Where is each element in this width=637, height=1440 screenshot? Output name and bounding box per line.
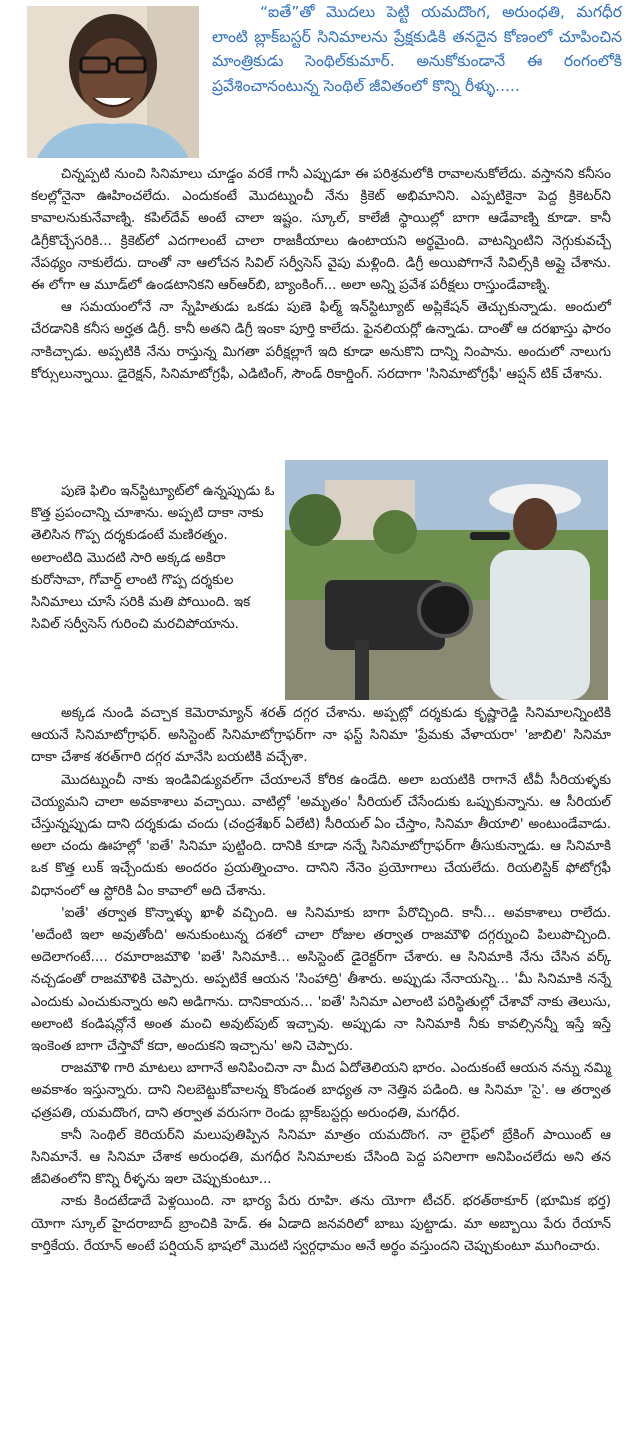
article-body-top: [31, 163, 611, 385]
paragraph-6: 'ఐతే' తర్వాత కొన్నాళ్ళు ఖాళీ వచ్చింది. ఆ సినిమాకు బాగా పేరొచ్చింది. కానీ... అవకాశాలు రాలేదు. 'అదేంటి ఇలా అవుతోంది' అనుకుంటున్న దశలో చాలా రోజుల తర్వాత రాజమౌళి దగ్గర్నుంచి పిలుపొచ్చింది. అదెలాగంటే.... రమారాజమౌళి 'ఐతే' సినిమాకి... అసిస్టెంట్ డైరెక్టర్‌గా చేశారు. ఆ సినిమాకి నేను చేసిన వర్క్ నచ్చడంతో రాజమౌళికి చెప్పారు. అప్పటికే ఆయన 'సింహాద్రి' తీశారు. అప్పుడు నేనాయన్ని... 'మీ సినిమాకి నన్నే ఎందుకు ఎంచుకున్నారు అని అడిగాను. దానికాయన... 'ఐతే' సినిమా ఎలాంటి పరిస్థితుల్లో చేశావో నాకు తెలుసు, అలాంటి కండిషన్లోనే అంత మంచి అవుట్‌పుట్ ఇచ్చావు. అప్పుడు నా సినిమాకి నీకు కావల్సినన్నీ ఇస్తే ఇస్తే ఇంకెంత బాగా చేస్తావో కదా, అందుకని ఇచ్చాను' అని చెప్పారు.: [31, 904, 611, 1055]
intro-block: [212, 0, 622, 98]
paragraph-8: కానీ సెంథిల్ కెరియర్‌ని మలుపుతిప్పిన సినిమా మాత్రం యమదొంగ. నా లైఫ్‌లో బ్రేకింగ్ పాయింట్ ఆ సినిమానే. ఆ సినిమా చేశాక అరుంధతి, మగధీర సినిమాలకు చేసింది పెద్ద పనిలాగా అనిపించలేదు అని తన జీవితంలోని కొన్ని రీళ్ళను ఇలా చెప్పుకుంటూ...: [31, 1126, 611, 1188]
paragraph-5: మొదట్నుంచీ నాకు ఇండివిడ్యువల్‌గా చేయాలనే కోరిక ఉండేది. అలా బయటికి రాగానే టీవీ సీరియళ్ళకు చెయ్యమని చాలా అవకాశాలు వచ్చాయి. వాటిల్లో 'అమృతం' సీరియల్ చేసేందుకు ఒప్పుకున్నాను. ఆ సీరియల్ చేస్తున్నప్పుడు దాని దర్శకుడు చందు (చంద్రశేఖర్ ఏలేటి) సీరియల్ ఏం చేస్తాం, సినిమా తీయాలి' అంటుండేవాడు. అలా చందు ఊహల్లో 'ఐతే' సినిమా పుట్టింది. దానికి కూడా నన్నే సినిమాటోగ్రాఫర్‌గా తీసుకున్నాడు. ఆ సినిమాకి ఒక కొత్త లుక్ ఇచ్చేందుకు అందరం ప్రయత్నించాం. దానిని నేనెం ప్రయోగాలు చేయలేదు. రియలిస్టిక్ ఫోటోగ్రఫీ విధానంలో ఆ స్టోరికి ఏం కావాలో అది చేశాను.: [31, 771, 611, 899]
wrapped-paragraph-box: [31, 480, 281, 635]
paragraph-2: ఆ సమయంలోనే నా స్నేహితుడు ఒకడు పుణె ఫిల్మ్ ఇన్‌స్టిట్యూట్ అప్లికేషన్ తెచ్చుకున్నాడు. అందులో చేరడానికి కనీస అర్హత డిగ్రీ. కానీ అతని డిగ్రీ ఇంకా పూర్తి కాలేదు. ఫైనలియర్లో ఉన్నాడు. దాంతో ఆ దరఖాస్తు ఫారం నాకిచ్చాడు. అప్పటికి నేను రాస్తున్న మిగతా పరీక్షల్లాగే ఇది కూడా అనుకొని దాన్ని నింపాను. అందులో నాలుగు కోర్సులున్నాయి. డైరెక్షన్, సినిమాటోగ్రఫీ, ఎడిటింగ్, సౌండ్ రికార్డింగ్. సరదాగా 'సినిమాటోగ్రఫీ' ఆప్షన్ టిక్ చేశాను.: [31, 299, 611, 382]
cinematographer-photo: [285, 460, 608, 700]
paragraph-4: అక్కడ నుండి వచ్చాక కెమెరామ్యాన్ శరత్ దగ్గర చేశాను. అప్పట్లో దర్శకుడు కృష్ణారెడ్డి సినిమాలన్నింటికి ఆయనే సినిమాటోగ్రాఫర్. అసిస్టెంట్ సినిమాటోగ్రాఫర్‌గా నా ఫస్ట్ సినిమా 'ప్రేమకు వేళాయరా' 'జాబిలి' సినిమా దాకా చేశాక శరత్‌గారి దగ్గర మానేసి బయటికి వచ్చేశా.: [31, 705, 611, 766]
article-body-bottom: [31, 702, 611, 1257]
paragraph-7: రాజమౌళి గారి మాటలు బాగానే అనిపించినా నా మీద ఏదోతెలియని భారం. ఎందుకంటే ఆయన నన్ను నమ్మి అవకాశం ఇస్తున్నారు. దాని నిలబెట్టుకోవాలన్న కొండంత బాధ్యత నా నెత్తిన పడింది. ఆ సినిమా 'సై'. ఆ తర్వాత ఛత్రపతి, యమదొంగ, దాని తర్వాత వరుసగా రెండు బ్లాక్‌బస్టర్లు అరుంధతి, మగధీర.: [31, 1060, 611, 1121]
portrait-image: [27, 6, 199, 158]
intro-text: “ఐతే”తో మొదలు పెట్టి యమదొంగ, అరుంధతి, మగధీర లాంటి బ్లాక్‌బస్టర్ సినిమాలను ప్రేక్షకుడికి తనదైన కోణంలో చూపించిన మాంత్రికుడు సెంథిల్‌కుమార్. అనుకోకుండానే ఈ రంగంలోకి ప్రవేశించానంటున్న సెంథిల్ జీవితంలో కొన్ని రీళ్ళు.....: [212, 3, 622, 95]
paragraph-9: నాకు కిందటేడాదే పెళ్లయింది. నా భార్య పేరు రూహి. తను యోగా టీచర్. భరత్‌ఠాకూర్ (భూమిక భర్త) యోగా స్కూల్ హైదరాబాద్ బ్రాంచికి హెడ్. ఈ ఏడాది జనవరిలో బాబు పుట్టాడు. మా అబ్బాయి పేరు రేయాన్ కార్తికేయ. రేయాన్ అంటే పర్షియన్ భాషలో మొదటి స్వర్గధామం అనే అర్థం వస్తుందని చెప్పుకుంటూ ముగించారు.: [31, 1193, 611, 1254]
paragraph-3: పుణె ఫిలిం ఇన్‌స్టిట్యూట్‌లో ఉన్నప్పుడు ఓ కొత్త ప్రపంచాన్ని చూశాను. అప్పటి దాకా నాకు తెలిసిన గొప్ప దర్శకుడంటే మణిరత్నం. అలాంటిది మొదటి సారి అక్కడ అకిరా కురోసావా, గోవార్డ్ లాంటి గొప్ప దర్శకుల సినిమాలు చూసే సరికి మతి పోయింది. ఇక సివిల్ సర్వీసెస్ గురించి మరచిపోయాను.: [31, 483, 275, 633]
portrait-photo: [27, 6, 199, 158]
paragraph-1: చిన్నప్పటి నుంచి సినిమాలు చూడ్డం వరకే గానీ ఎప్పుడూ ఈ పరిశ్రమలోకి రావాలనుకోలేదు. వస్తానని కనీసం కలల్లోనైనా ఊహించలేదు. ఎందుకంటే మొదట్నుంచీ నేను క్రికెట్ అభిమానిని. ఎప్పటికైనా పెద్ద క్రికెటర్‌ని కావాలనుకునేవాణ్ని. కపిల్‌దేవ్ అంటే చాలా ఇష్టం. స్కూల్, కాలేజీ స్థాయిల్లో బాగా ఆడేవాణ్ని కూడా. కానీ డిగ్రీకొచ్చేసరికి... క్రికెట్‌లో ఎదగాలంటే చాలా రాజకీయాలు ఉంటాయని అర్థమైంది. వాటన్నింటిని నెగ్గుకువచ్చే నేపథ్యం నాకులేదు. దాంతో నా ఆలోచన సివిల్ సర్వీసెస్ వైపు మళ్లింది. డిగ్రీ అయిపోగానే సివిల్స్‌కి అప్లై చేశాను. ఈ లోగా ఆ మూడ్‌లో ఉండటానికని ఆర్‌ఆర్‌బి, బ్యాంకింగ్... అలా అన్ని ప్రవేశ పరీక్షలు రాస్తుండేవాణ్ని.: [31, 166, 611, 294]
camera-scene-image: [285, 460, 608, 700]
